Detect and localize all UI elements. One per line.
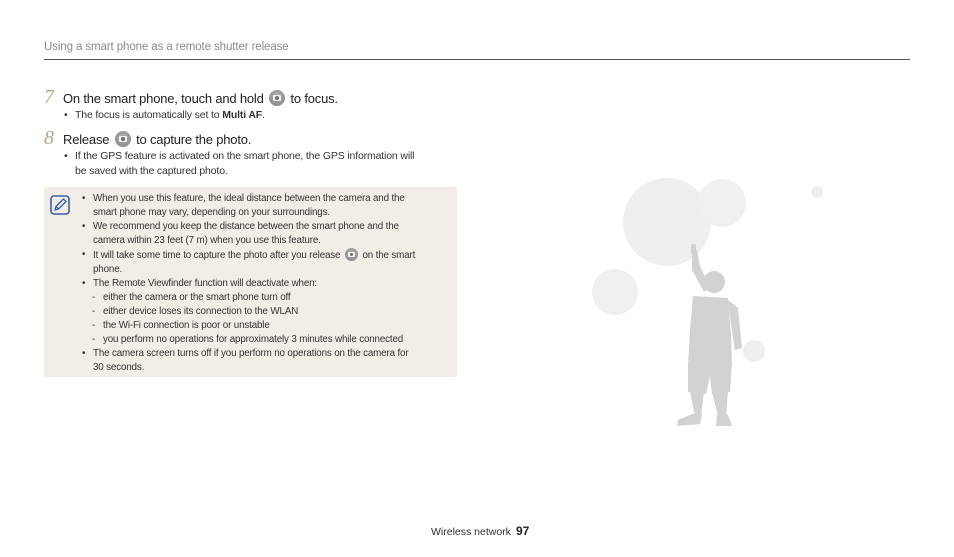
step-number: 8 [44,127,54,149]
camera-shutter-icon [269,90,285,106]
step-title-text: to focus. [290,91,338,106]
decor-circle [592,269,638,315]
footer-section: Wireless network [431,526,511,538]
page-footer [431,524,529,538]
decor-circle [698,179,746,227]
decor-circle [811,186,823,198]
decor-circle [743,340,765,362]
section-title: Using a smart phone as a remote shutter release [44,41,289,53]
step-number: 7 [44,86,54,108]
note-line-text: on the smart [362,250,416,261]
note-item [82,347,444,375]
note-subitem: - the Wi-Fi connection is poor or unstable [82,319,444,333]
bullet-line: be saved with the captured photo. [75,165,228,177]
step-7 [44,86,454,130]
note-line [93,248,444,263]
step-title-text: Release [63,132,110,147]
step-bullet [64,108,465,123]
note-line: smart phone may vary, depending on your surroundings. [93,207,330,218]
step-bullet [64,149,465,179]
step-title [63,131,251,147]
note-line: phone. [93,264,123,275]
note-line: 30 seconds. [93,362,145,373]
note-line-text: It will take some time to capture the photo after you release [93,250,341,261]
bullet-bold-text: Multi AF [222,109,263,121]
note-line: camera within 23 feet (7 m) when you use this feature. [93,235,321,246]
silhouette [677,244,742,426]
note-subitem: - you perform no operations for approximately 3 minutes while connected [82,333,444,347]
step-title-text: On the smart phone, touch and hold [63,91,264,106]
note-box [44,187,457,377]
note-list [82,192,444,375]
step-title-text: to capture the photo. [136,132,252,147]
page-number: 97 [515,524,530,538]
step-8 [44,127,454,183]
note-subitem: - either device loses its connection to the WLAN [82,305,444,319]
note-line: • When you use this feature, the ideal distance between the camera and the [93,193,405,204]
decor-circle [623,178,711,266]
note-pencil-icon [50,195,70,215]
step-title [63,90,338,106]
camera-shutter-icon [115,131,131,147]
note-subitem: - either the camera or the smart phone turn off [82,291,444,305]
note-item [82,248,444,277]
note-line: • We recommend you keep the distance between the smart phone and the [93,221,399,232]
note-item [82,220,444,248]
bullet-text: The focus is automatically set to [75,109,223,121]
note-line: • The camera screen turns off if you perform no operations on the camera for [93,348,409,359]
bullet-text: . [262,109,265,121]
bullet-line: • If the GPS feature is activated on the smart phone, the GPS information will [75,150,415,162]
header-divider [44,59,910,60]
note-item [82,192,444,220]
note-line: • The Remote Viewfinder function will deactivate when: [93,278,318,289]
person-pointing-silhouette-icon [580,170,840,440]
note-item [82,277,444,291]
camera-shutter-icon [345,248,358,261]
